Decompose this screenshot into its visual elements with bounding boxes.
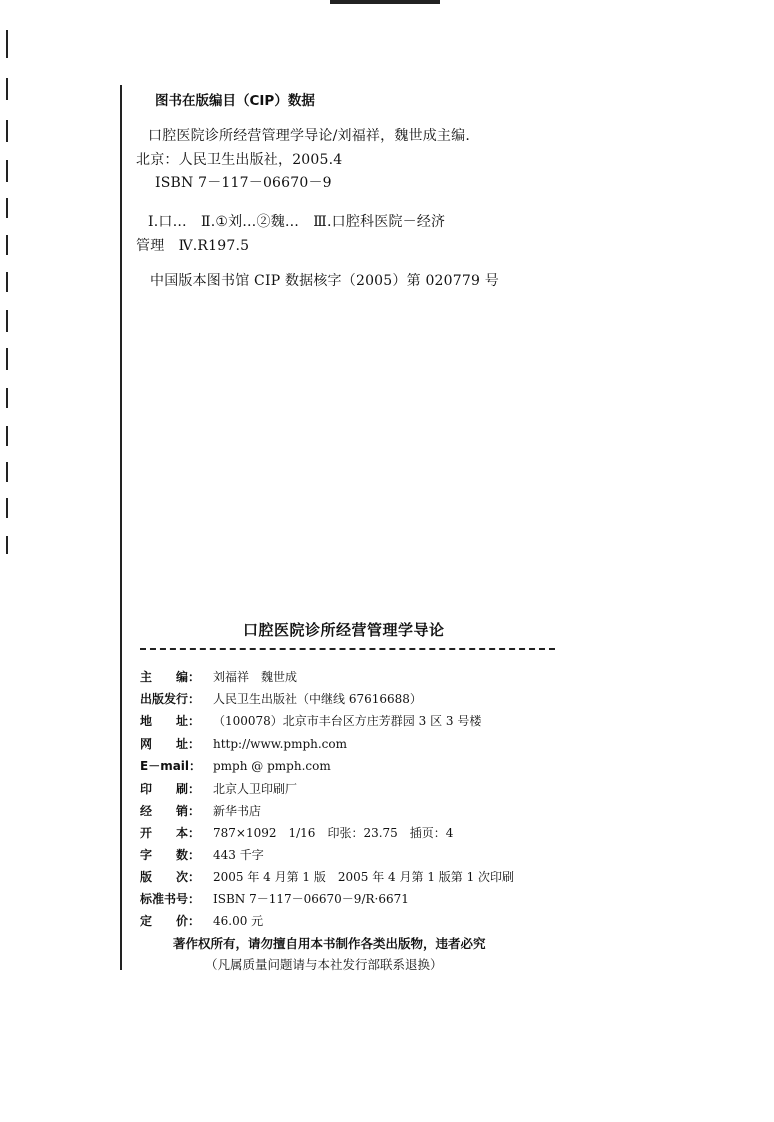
imprint-row	[140, 802, 261, 819]
imprint-label: 网 址：	[140, 737, 201, 751]
imprint-row	[140, 757, 331, 774]
cip-isbn-line: ISBN 7－117－06670－9	[155, 175, 332, 191]
imprint-value: 2005 年 4 月第 1 版 2005 年 4 月第 1 版第 1 次印刷	[213, 870, 515, 884]
top-edge-mark	[330, 0, 440, 4]
imprint-value: http://www.pmph.com	[213, 737, 347, 751]
imprint-row	[140, 712, 481, 729]
left-edge-mark	[6, 160, 8, 182]
imprint-row	[140, 912, 263, 929]
left-edge-mark	[6, 536, 8, 554]
imprint-value: 787×1092 1/16 印张：23.75 插页：4	[213, 826, 454, 840]
imprint-label: 版 次：	[140, 870, 201, 884]
imprint-value: ISBN 7－117－06670－9/R·6671	[213, 892, 409, 906]
left-edge-mark	[6, 462, 8, 482]
left-edge-mark	[6, 388, 8, 408]
imprint-label: 印 刷：	[140, 782, 201, 796]
imprint-value: 刘福祥 魏世成	[213, 670, 298, 684]
left-edge-mark	[6, 498, 8, 518]
imprint-row	[140, 890, 409, 907]
left-edge-mark	[6, 78, 8, 100]
book-title: 口腔医院诊所经营管理学导论	[243, 621, 445, 639]
imprint-label: 地 址：	[140, 714, 201, 728]
imprint-label: 标准书号：	[140, 892, 201, 906]
cip-publisher-line: 北京：人民卫生出版社，2005.4	[136, 152, 343, 168]
imprint-value: 443 千字	[213, 848, 264, 862]
imprint-label: 字 数：	[140, 848, 201, 862]
page-margin-rule	[120, 85, 122, 970]
imprint-value: 人民卫生出版社（中继线 67616688）	[213, 692, 422, 706]
left-edge-mark	[6, 30, 8, 58]
imprint-label: 出版发行：	[140, 692, 201, 706]
imprint-row	[140, 824, 453, 841]
imprint-label: 主 编：	[140, 670, 201, 684]
imprint-label: E－mail：	[140, 759, 202, 773]
imprint-label: 定 价：	[140, 914, 201, 928]
imprint-value: （100078）北京市丰台区方庄芳群园 3 区 3 号楼	[213, 714, 482, 728]
title-dashed-rule	[140, 648, 555, 650]
imprint-value: 46.00 元	[213, 914, 264, 928]
left-edge-mark	[6, 198, 8, 218]
copyright-notice: 著作权所有，请勿擅自用本书制作各类出版物，违者必究	[173, 936, 486, 951]
imprint-value: pmph @ pmph.com	[213, 759, 331, 773]
imprint-value: 北京人卫印刷厂	[213, 782, 298, 796]
left-edge-mark	[6, 235, 8, 255]
imprint-label: 经 销：	[140, 804, 201, 818]
imprint-row	[140, 868, 514, 885]
cip-record-number: 中国版本图书馆 CIP 数据核字（2005）第 020779 号	[150, 273, 499, 289]
cip-heading: 图书在版编目（CIP）数据	[155, 93, 315, 109]
cip-title-line: 口腔医院诊所经营管理学导论/刘福祥，魏世成主编.	[148, 128, 470, 144]
imprint-row	[140, 735, 347, 752]
left-edge-mark	[6, 310, 8, 332]
imprint-row	[140, 780, 297, 797]
imprint-label: 开 本：	[140, 826, 201, 840]
left-edge-mark	[6, 348, 8, 370]
imprint-row	[140, 690, 422, 707]
imprint-value: 新华书店	[213, 804, 262, 818]
left-edge-mark	[6, 426, 8, 446]
left-edge-mark	[6, 120, 8, 142]
imprint-row	[140, 846, 264, 863]
cip-classification-line: 管理 Ⅳ.R197.5	[136, 238, 250, 254]
left-edge-mark	[6, 272, 8, 292]
imprint-row	[140, 668, 297, 685]
returns-notice: （凡属质量问题请与本社发行部联系退换）	[205, 957, 443, 972]
cip-subject-line: Ⅰ.口… Ⅱ.①刘…②魏… Ⅲ.口腔科医院－经济	[148, 214, 446, 230]
